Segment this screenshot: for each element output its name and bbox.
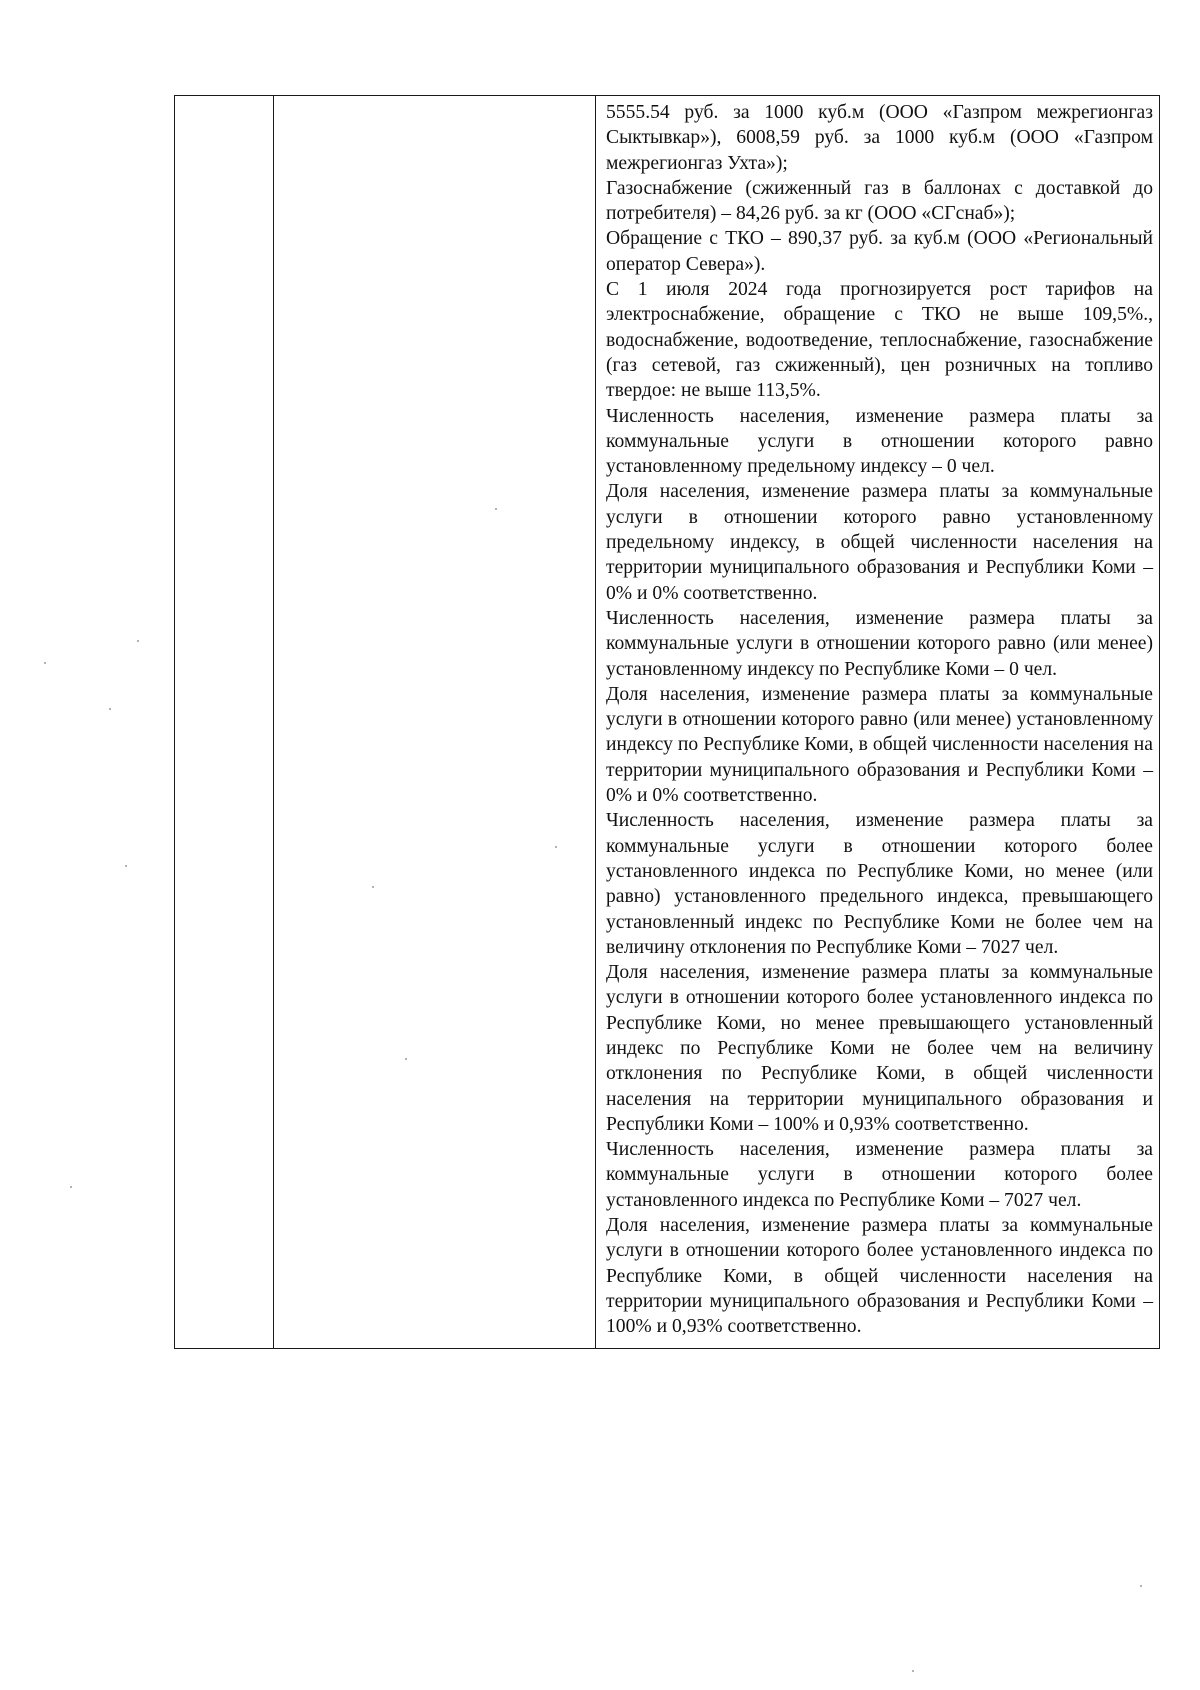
paragraph-gas-tariffs: 5555.54 руб. за 1000 куб.м (ООО «Газпром межрегионгаз Сыктывкар»), 6008,59 руб. за 1000 куб.м (ООО «Газпром межрегионгаз Ухта»); [606, 102, 1153, 174]
paragraph-share-above-index: Доля населения, изменение размера платы за коммунальные услуги в отношении которого более установленного индекса по Республике Коми, в общей численности населения на территории муниципального образования и Республики Коми – 100% и 0,93% соответственно. [606, 1215, 1153, 1338]
scan-speck [44, 662, 46, 664]
scan-speck [1140, 1585, 1142, 1587]
scan-speck [125, 865, 127, 867]
paragraph-population-limit-index: Численность населения, изменение размера платы за коммунальные услуги в отношении которого равно установленному предельному индексу – 0 чел. [606, 405, 1153, 478]
paragraph-population-deviation: Численность населения, изменение размера платы за коммунальные услуги в отношении которого более установленного индекса по Республике Коми, но менее (или равно) установленного предельного индекса, превышающего установленный индекс по Республике Коми не более чем на величину отклонения по Республике Коми – 7027 чел. [606, 810, 1153, 958]
scan-speck [109, 708, 111, 710]
paragraph-liquefied-gas: Газоснабжение (сжиженный газ в баллонах с доставкой до потребителя) – 84,26 руб. за кг (ООО «СГснаб»); [606, 177, 1153, 225]
paragraph-tko: Обращение с ТКО – 890,37 руб. за куб.м (ООО «Региональный оператор Севера»). [606, 228, 1153, 275]
scan-speck [912, 1670, 914, 1672]
scan-speck [405, 1058, 407, 1060]
scan-speck [372, 886, 374, 888]
paragraph-tariff-forecast: С 1 июля 2024 года прогнозируется рост тарифов на электроснабжение, обращение с ТКО не выше 109,5%., водоснабжение, водоотведение, теплоснабжение, газоснабжение (газ сетевой, газ сжиженный), цен розничных на топливо твердое: не выше 113,5%. [606, 279, 1153, 402]
scan-speck [137, 640, 139, 642]
paragraph-share-komi-index: Доля населения, изменение размера платы за коммунальные услуги в отношении которого равно (или менее) установленному индексу по Республике Коми, в общей численности населения на территории муниципального образования и Республики Коми – 0% и 0% соответственно. [606, 683, 1153, 807]
table-cell-col1 [175, 96, 274, 1349]
table-cell-col2 [274, 96, 596, 1349]
paragraph-share-deviation: Доля населения, изменение размера платы за коммунальные услуги в отношении которого более установленного индекса по Республике Коми, но менее превышающего установленный индекс по Республике Коми не более чем на величину отклонения по Республике Коми, в общей численности населения на территории муниципального образования и Республики Коми – 100% и 0,93% соответственно. [606, 962, 1153, 1135]
table-row [175, 96, 1160, 1349]
table-cell-text [596, 96, 1160, 1349]
paragraph-population-above-index: Численность населения, изменение размера платы за коммунальные услуги в отношении которого более установленного индекса по Республике Коми – 7027 чел. [606, 1139, 1153, 1211]
scan-speck [495, 508, 497, 510]
content-table [174, 95, 1160, 1349]
paragraph-share-limit-index: Доля населения, изменение размера платы за коммунальные услуги в отношении которого равно установленному предельному индексу, в общей численности населения на территории муниципального образования и Республики Коми – 0% и 0% соответственно. [606, 481, 1153, 604]
paragraph-population-komi-index: Численность населения, изменение размера платы за коммунальные услуги в отношении которого равно (или менее) установленному индексу по Республике Коми – 0 чел. [606, 607, 1153, 680]
scan-speck [555, 846, 557, 848]
scan-speck [70, 1186, 72, 1188]
